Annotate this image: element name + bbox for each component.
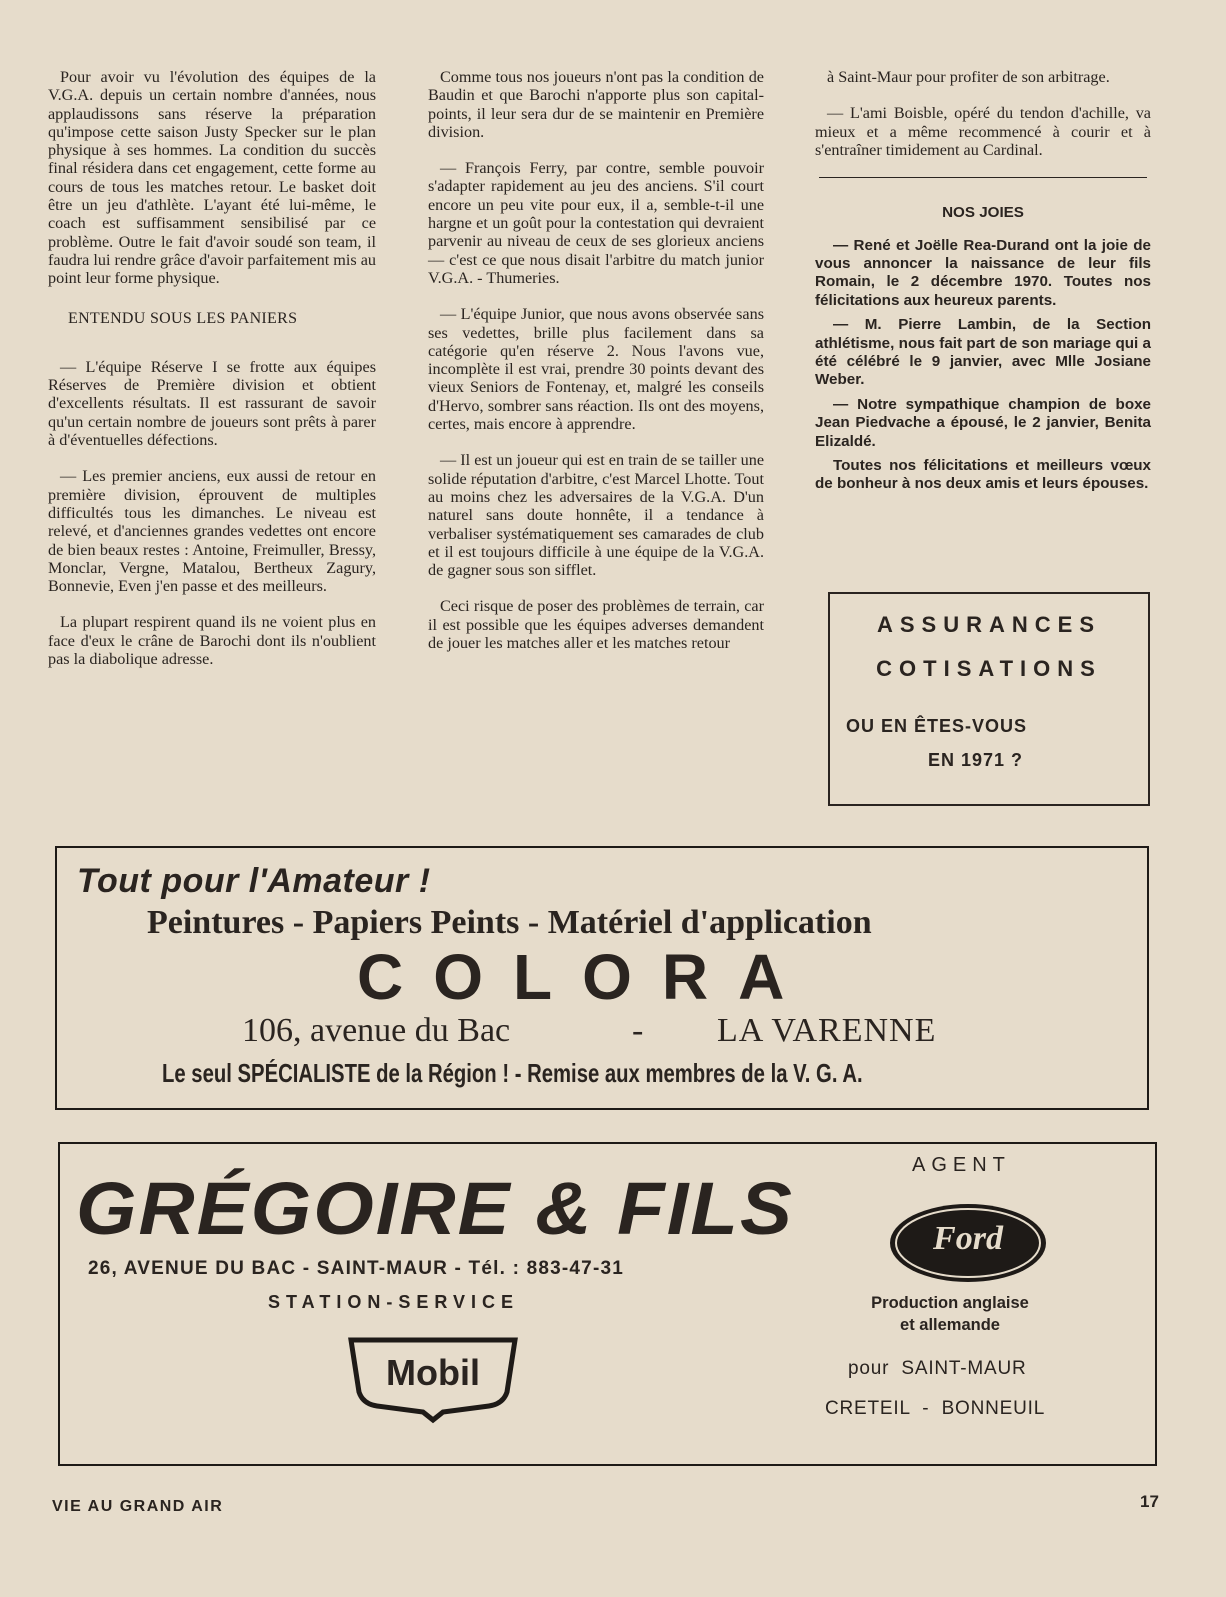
- paragraph: — Les premier anciens, eux aussi de retour en première division, éprouvent de multiples difficultés tous les dimanches. Le niveau est relevé, et d'anciennes grandes vedettes ont encore de bien beaux restes : Antoine, Freimuller, Bressy, Monclar, Vergne, Matalou, Bertheux Zagury, Bonnevie, Even j'en passe et des meilleurs.: [48, 467, 376, 596]
- production-line-2: et allemande: [900, 1316, 1000, 1334]
- question-line-2: EN 1971 ?: [928, 750, 1024, 770]
- gregoire-advertisement: [58, 1142, 1157, 1466]
- paragraph: Pour avoir vu l'évolution des équipes de la V.G.A. depuis un certain nombre d'années, nous applaudissons sans réserve la préparation qu'impose cette saison Justy Specker sur le plan physique à ses hommes. La condition du succès final résidera dans cet engagement, cette forme au cours de tous les matches retour. Le basket doit être un jeu d'athlète. L'ayant été lui-même, le coach est suffisamment sensibilisé par ce problème. Outre le fait d'avoir soudé son team, il faudra lui rendre grâce d'avoir parfaitement mis au point leur forme physique.: [48, 68, 376, 288]
- paragraph: à Saint-Maur pour profiter de son arbitrage.: [827, 68, 1110, 86]
- colora-advertisement: [55, 846, 1149, 1110]
- colora-city: LA VARENNE: [717, 1012, 937, 1049]
- cotisations-heading: COTISATIONS: [876, 656, 1102, 681]
- announcements: [815, 204, 1151, 494]
- gregoire-station: STATION-SERVICE: [268, 1292, 520, 1312]
- article-column-2: [428, 68, 764, 670]
- ford-logo: [888, 1202, 1048, 1284]
- page-number: 17: [1140, 1492, 1159, 1511]
- insurance-notice-box: [828, 592, 1150, 806]
- service-area-line-2: CRETEIL - BONNEUIL: [825, 1398, 1046, 1419]
- paragraph: — L'équipe Réserve I se frotte aux équipes Réserves de Première division et obtient d'excellents résultats. Il est rassurant de savoir qu'un certain nombre de joueurs sont prêts à parer à d'éventuelles défections.: [48, 357, 376, 450]
- paragraph: — L'ami Boisble, opéré du tendon d'achille, va mieux et a même recommencé à courir et à s'entraîner timidement au Cardinal.: [815, 104, 1151, 159]
- announcements-title: NOS JOIES: [942, 204, 1024, 222]
- colora-slogan: Le seul SPÉCIALISTE de la Région ! - Remise aux membres de la V. G. A.: [162, 1058, 863, 1088]
- production-line-1: Production anglaise: [871, 1294, 1029, 1312]
- announcement: — René et Joëlle Rea-Durand ont la joie de vous annoncer la naissance de leur fils Romain, le 2 décembre 1970. Toutes nos félicitations aux heureux parents.: [815, 236, 1151, 309]
- colora-address: 106, avenue du Bac: [242, 1012, 511, 1049]
- mobil-logo-text: Mobil: [386, 1352, 480, 1393]
- colora-tagline: Tout pour l'Amateur !: [77, 862, 431, 900]
- section-subtitle: ENTENDU SOUS LES PANIERS: [68, 309, 298, 327]
- article-column-1: [48, 68, 376, 686]
- announcement: Toutes nos félicitations et meilleurs vœux de bonheur à nos deux amis et leurs épouses.: [815, 457, 1151, 493]
- paragraph: Ceci risque de poser des problèmes de terrain, car il est possible que les équipes adverses demandent de jouer les matches aller et les matches retour: [428, 597, 764, 653]
- divider: [819, 177, 1147, 178]
- paragraph: — François Ferry, par contre, semble pouvoir s'adapter rapidement au jeu des anciens. S'il court encore un peu vite pour eux, il a, semble-t-il une hargne et un goût pour la contestation qui devraient parvenir au niveau de ceux de ses glorieux anciens — c'est ce que nous disait l'arbitre du match junior V.G.A. - Thumeries.: [428, 159, 764, 287]
- gregoire-address: 26, AVENUE DU BAC - SAINT-MAUR - Tél. : 883-47-31: [88, 1258, 624, 1279]
- colora-products: Peintures - Papiers Peints - Matériel d'application: [147, 904, 872, 941]
- gregoire-brand: GRÉGOIRE & FILS: [76, 1167, 794, 1250]
- announcement: — Notre sympathique champion de boxe Jean Piedvache a épousé, le 2 janvier, Benita Elizaldé.: [815, 395, 1151, 450]
- mobil-logo: [343, 1332, 523, 1424]
- paragraph: Comme tous nos joueurs n'ont pas la condition de Baudin et que Barochi n'apporte plus son capital-points, il leur sera dur de se maintenir en Première division.: [428, 68, 764, 141]
- magazine-title: VIE AU GRAND AIR: [52, 1498, 224, 1515]
- ford-logo-text: Ford: [933, 1220, 1003, 1257]
- paragraph: — L'équipe Junior, que nous avons observée sans ses vedettes, brille plus facilement dans sa catégorie qu'en réserve 2. Nous l'avons vue, incomplète il est vrai, prendre 30 points devant des vieux Seniors de Fontenay, et, malgré les conseils d'Hervo, sombrer sans réaction. Ils ont des moyens, certes, mais encore à apprendre.: [428, 305, 764, 434]
- paragraph: — Il est un joueur qui est en train de se tailler une solide réputation d'arbitre, c'est Marcel Lhotte. Tout au moins chez les adversaires de la V.G.A. D'un naturel sans doute honnête, il a tendance à verbaliser systématiquement ses camarades de club et il est toujours difficile à une équipe de la V.G.A. de gagner sous son sifflet.: [428, 451, 764, 580]
- question-line-1: OU EN ÊTES-VOUS: [846, 716, 1028, 736]
- article-column-3: [815, 68, 1151, 500]
- agent-label: AGENT: [912, 1154, 1011, 1176]
- announcement: — M. Pierre Lambin, de la Section athlétisme, nous fait part de son mariage qui a été célébré le 9 janvier, avec Mlle Josiane Weber.: [815, 316, 1151, 389]
- paragraph: La plupart respirent quand ils ne voient plus en face d'eux le crâne de Barochi dont ils n'oublient pas la diabolique adresse.: [48, 613, 376, 669]
- service-area-line-1: pour SAINT-MAUR: [848, 1358, 1027, 1379]
- colora-brand: COLORA: [357, 941, 815, 1013]
- assurances-heading: ASSURANCES: [876, 612, 1102, 637]
- colora-separator: -: [632, 1012, 644, 1049]
